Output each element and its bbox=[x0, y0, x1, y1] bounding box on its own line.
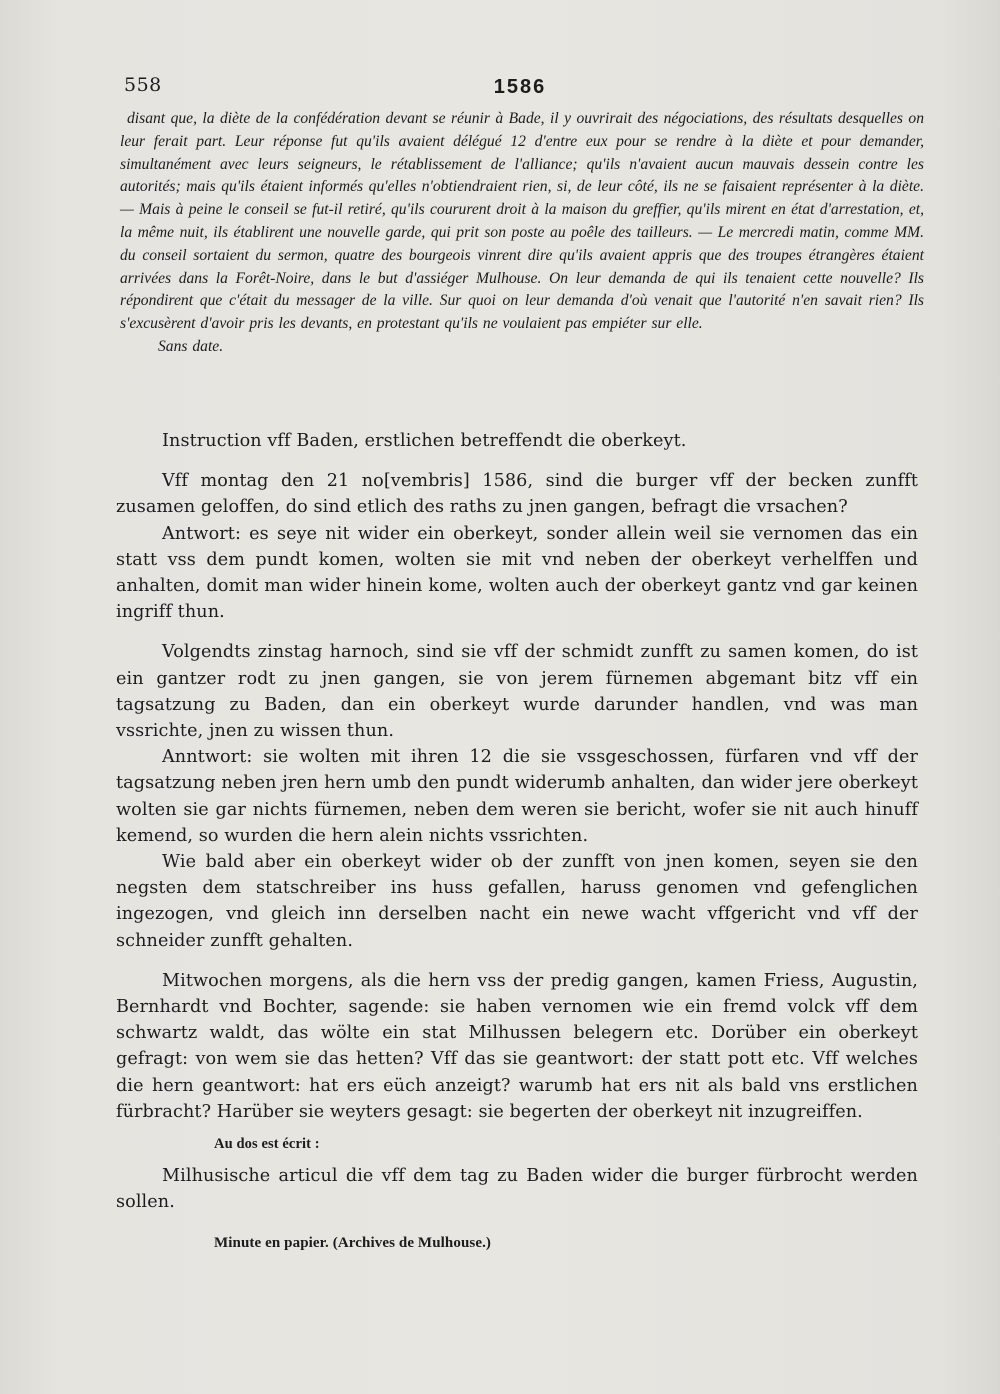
year-heading: 1586 bbox=[493, 76, 547, 98]
page-header bbox=[120, 72, 920, 102]
endorsement: Milhusische articul die vff dem tag zu Baden wider die burger fürbrocht werden sollen. bbox=[116, 1166, 918, 1213]
document-text bbox=[116, 428, 918, 1256]
summary-paragraph: disant que, la diète de la confédération devant se réunir à Bade, il y ouvrirait des négociations, des résultats desquelles on leur ferait part. Leur réponse fut qu'ils avaient délégué 12 d'entre eux pour se rendre à la diète et pour demander, simultanément avec leurs seigneurs, le rétablissement de l'alliance; qu'ils n'avaient aucun mauvais dessein contre les autorités; mais qu'ils étaient informés qu'elles n'obtiendraient rien, si, de leur côté, ils ne se faisaient représenter à la diète. — Mais à peine le conseil se fut-il retiré, qu'ils coururent droit à la maison du greffier, qu'ils mirent en état d'arrestation, et, la même nuit, ils établirent une nouvelle garde, qui prit son poste au poêle des tailleurs. — Le mercredi matin, comme MM. du conseil sortaient du sermon, quatre des bourgeois vinrent dire qu'ils avaient appris que des troupes étrangères étaient arrivées dans la Forêt-Noire, dans le but d'assiéger Mulhouse. On leur demanda de qui ils tenaient cette nouvelle? Ils répondirent que c'était du messager de la ville. Sur quoi on leur demanda d'où venait que l'autorité n'en savait rien? Ils s'excusèrent d'avoir pris les devants, en protestant qu'ils ne voulaient pas empiéter sur elle. bbox=[120, 110, 924, 333]
source-note: Minute en papier. (Archives de Mulhouse.) bbox=[214, 1234, 492, 1251]
date-note: Sans date. bbox=[158, 337, 224, 355]
paragraph-3: Volgendts zinstag harnoch, sind sie vff der schmidt zunfft zu samen komen, do ist ein gantzer rodt zu jnen gangen, sie von jerem fürnemen abgemant bitz vff ein tagsatzung zu Baden, dan ein oberkeyt wurde darunder handlen, vnd was man vssrichte, jnen zu wissen thun. bbox=[116, 642, 918, 742]
au-dos-label: Au dos est écrit : bbox=[214, 1136, 320, 1153]
paragraph-5: Wie bald aber ein oberkeyt wider ob der zunfft von jnen komen, seyen sie den negsten dem statschreiber ins huss gefallen, haruss genomen vnd gefenglichen ingezogen, vnd gleich inn derselben nacht ein newe wacht vffgericht vnd vff der schneider zunfft gehalten. bbox=[116, 852, 918, 951]
paragraph-1: Vff montag den 21 no[vembris] 1586, sind die burger vff der becken zunfft zusamen geloffen, do sind etlich des raths zu jnen gangen, befragt die vrsachen? bbox=[116, 471, 918, 518]
instruction-title: Instruction vff Baden, erstlichen betreffendt die oberkeyt. bbox=[162, 431, 687, 451]
paragraph-6: Mitwochen morgens, als die hern vss der predig gangen, kamen Friess, Augustin, Bernhardt vnd Bochter, sagende: sie haben vernomen wie ein fremd volck vff dem schwartz waldt, das wölte ein stat Milhussen belegern etc. Dorüber ein oberkeyt gefragt: von wem sie das hetten? Vff das sie geantwort: der statt pott etc. Vff welches die hern geantwort: hat ers eüch anzeigt? warumb hat ers nit als bald vns erstlichen fürbracht? Harüber sie weyters gesagt: sie begerten der oberkeyt nit inzugreiffen. bbox=[116, 970, 918, 1122]
paragraph-4: Anntwort: sie wolten mit ihren 12 die sie vssgeschossen, fürfaren vnd vff der tagsatzung neben jren hern umb den pundt widerumb anhalten, dan wider jere oberkeyt wolten sie gar nichts fürnemen, neben dem weren sie bericht, wofer sie nit auch hinuff kemend, so wurden die hern alein nichts vssrichten. bbox=[116, 747, 918, 846]
paragraph-2: Antwort: es seye nit wider ein oberkeyt, sonder allein weil sie vernomen das ein statt vss dem pundt komen, wolten sie mit vnd neben der oberkeyt verhelffen und anhalten, domit man wider hinein kome, wolten auch der oberkeyt gantz vnd gar keinen ingriff thun. bbox=[116, 523, 918, 623]
french-summary bbox=[120, 108, 924, 359]
page-number: 558 bbox=[124, 74, 162, 96]
